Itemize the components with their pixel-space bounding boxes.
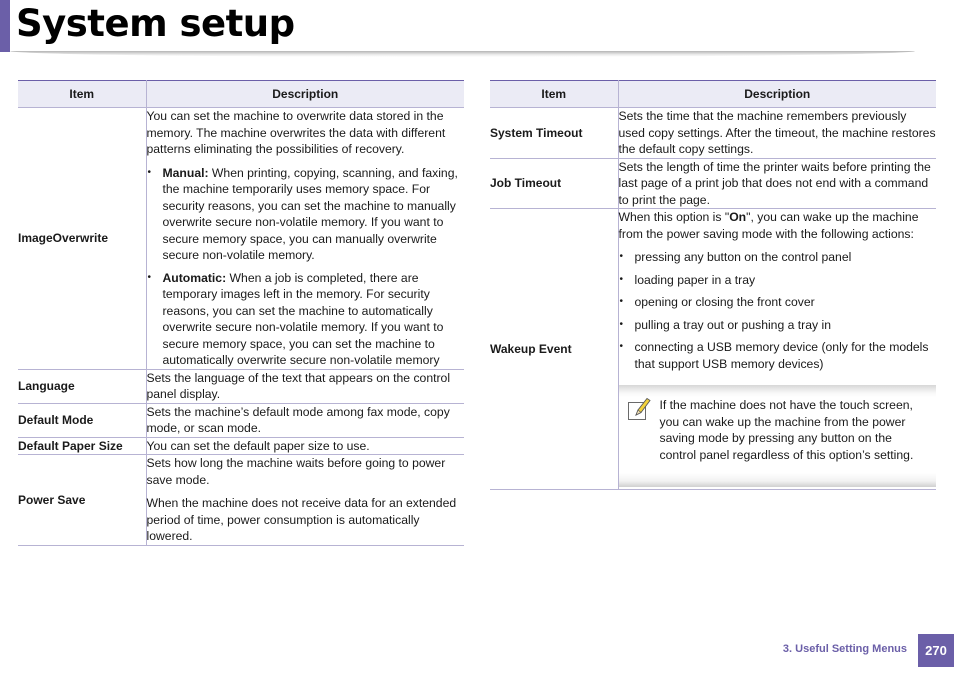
column-header-description: Description <box>618 81 936 108</box>
item-description <box>146 108 464 370</box>
settings-table-right <box>490 80 936 490</box>
item-description: Sets the machine’s default mode among fax mode, copy mode, or scan mode. <box>146 403 464 437</box>
intro-text: When this option is " <box>618 210 730 224</box>
list-item: • pressing any button on the control panel <box>619 249 937 266</box>
wakeup-action-list <box>619 249 937 372</box>
item-description: Sets the time that the machine remembers previously used copy settings. After the timeout, the machine restores the default copy settings. <box>618 109 936 156</box>
note-text: If the machine does not have the touch screen, you can wake up the machine from the power saving mode by pressing any button on the control panel regardless of this option’s setting. <box>659 398 914 462</box>
page-number: 270 <box>918 634 954 667</box>
item-name: Language <box>18 369 146 403</box>
item-name: Wakeup Event <box>490 209 618 490</box>
list-item <box>147 270 465 369</box>
description-text: Sets how long the machine waits before going to power save mode. <box>146 456 446 487</box>
list-item: • opening or closing the front cover <box>619 294 937 311</box>
table-row-language <box>18 369 464 403</box>
table-row-wakeup-event <box>490 209 936 490</box>
list-item: • pulling a tray out or pushing a tray in <box>619 317 937 334</box>
option-text: When printing, copying, scanning, and faxing, the machine temporarily uses memory space. For security reasons, you can set the machine to manually overwrite secure non-volatile memory. If you want to secure memory space, you can manually overwrite secure non-volatile memory. <box>162 165 458 262</box>
note-box <box>619 385 937 487</box>
table-row-power-save <box>18 455 464 546</box>
item-description: Sets the language of the text that appears on the control panel display. <box>146 369 464 403</box>
item-name: Default Paper Size <box>18 437 146 455</box>
on-value: On <box>729 210 747 224</box>
table-row-system-timeout <box>490 108 936 159</box>
item-description: You can set the default paper size to use. <box>146 437 464 455</box>
footer-section-label: 3. Useful Setting Menus <box>782 643 907 655</box>
column-header-item: Item <box>18 81 146 108</box>
item-description <box>618 209 936 490</box>
settings-table-left <box>18 80 464 546</box>
title-divider <box>10 51 915 57</box>
item-description: Sets the length of time the printer waits before printing the last page of a print job that does not end with a command to print the page. <box>618 158 936 209</box>
accent-bar <box>0 0 10 52</box>
item-name: Power Save <box>18 455 146 546</box>
item-name: Default Mode <box>18 403 146 437</box>
item-description <box>146 455 464 546</box>
column-header-description: Description <box>146 81 464 108</box>
option-label: Manual: <box>162 165 209 180</box>
item-name: System Timeout <box>490 108 618 159</box>
item-name: Job Timeout <box>490 158 618 209</box>
table-row-image-overwrite <box>18 108 464 370</box>
option-list <box>147 165 465 369</box>
option-text: When a job is completed, there are temporary images left in the memory. For security reasons, you can set the machine to automatically overwrite secure non-volatile memory. If you want to secure memory space, you can set the machine to automatically overwrite secure non-volatile memory <box>162 270 444 367</box>
page-title: System setup <box>16 2 295 45</box>
description-text: When the machine does not receive data for an extended period of time, power consumption is automatically lowered. <box>146 496 457 543</box>
option-label: Automatic: <box>162 270 227 285</box>
list-item: • loading paper in a tray <box>619 272 937 289</box>
table-row-job-timeout <box>490 158 936 209</box>
table-row-default-paper-size <box>18 437 464 455</box>
list-item: • connecting a USB memory device (only for the models that support USB memory devices) <box>619 339 937 372</box>
intro-text: ", you can wake up the machine from the power saving mode with the following actions: <box>618 210 919 241</box>
list-item <box>147 165 465 264</box>
column-header-item: Item <box>490 81 618 108</box>
note-pencil-icon <box>627 397 651 421</box>
description-text: You can set the machine to overwrite data stored in the memory. The machine overwrites the data with different patterns eliminating the possibilities of recovery. <box>146 109 446 156</box>
item-name: ImageOverwrite <box>18 108 146 370</box>
table-row-default-mode <box>18 403 464 437</box>
description-text <box>619 209 937 242</box>
